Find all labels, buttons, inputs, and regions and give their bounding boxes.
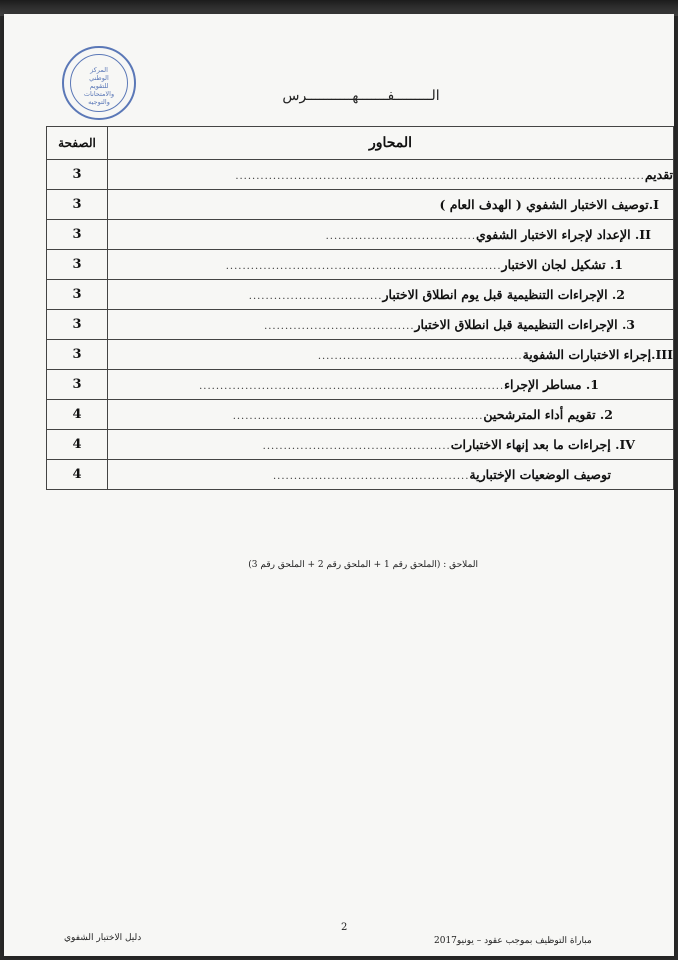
- row-leader-dots: ....................................: [325, 231, 477, 242]
- row-page-number: 3: [47, 190, 108, 220]
- row-axis-cell: [107, 310, 673, 340]
- row-axis-cell: [107, 460, 673, 490]
- row-label: I.توصيف الاختبار الشفوي ( الهدف العام ): [439, 197, 659, 212]
- row-page-number: 3: [47, 220, 108, 250]
- row-leader-dots: .............................................: [262, 441, 451, 452]
- row-axis-cell: [107, 340, 673, 370]
- row-label: توصيف الوضعيات الإختبارية: [469, 467, 611, 482]
- row-page-number: 3: [47, 250, 108, 280]
- table-row: [47, 190, 674, 220]
- row-page-number: 4: [47, 400, 108, 430]
- page-number: 2: [341, 922, 348, 933]
- footer-contest-title: مباراة التوظيف بموجب عقود – يونيو2017: [434, 936, 592, 946]
- annexes-note: الملاحق : (الملحق رقم 1 + الملحق رقم 2 + الملحق رقم 3): [248, 560, 478, 570]
- row-label: 2. تقويم أداء المترشحين: [483, 407, 613, 422]
- row-label: تقديم: [644, 167, 673, 182]
- row-label: 2. الإجراءات التنظيمية قبل يوم انطلاق الاختبار: [382, 287, 625, 302]
- document-page: [4, 14, 674, 956]
- row-axis-cell: [107, 400, 673, 430]
- table-row: [47, 280, 674, 310]
- row-axis-cell: [107, 250, 673, 280]
- row-leader-dots: ..................................................................: [225, 261, 502, 272]
- row-leader-dots: .................................................: [317, 351, 523, 362]
- row-page-number: 3: [47, 310, 108, 340]
- row-label: 1. تشكيل لجان الاختبار: [501, 257, 623, 272]
- row-page-number: 4: [47, 460, 108, 490]
- row-leader-dots: ..................................................................................................: [235, 171, 645, 182]
- row-axis-cell: [107, 160, 673, 190]
- stamp-text: المركز الوطني للتقويم والامتحانات والتوجيه: [83, 66, 115, 106]
- row-leader-dots: ............................................................: [232, 411, 484, 422]
- header-page: الصفحة: [47, 127, 108, 160]
- table-row: [47, 310, 674, 340]
- row-axis-cell: [107, 190, 673, 220]
- table-of-contents: [46, 126, 674, 490]
- footer-guide-title: دليل الاختبار الشفوي: [64, 933, 142, 943]
- row-axis-cell: [107, 430, 673, 460]
- row-axis-cell: [107, 280, 673, 310]
- official-stamp: [62, 46, 136, 120]
- row-page-number: 3: [47, 280, 108, 310]
- table-header-row: [47, 127, 674, 160]
- row-leader-dots: ...............................................: [272, 471, 470, 482]
- row-page-number: 3: [47, 160, 108, 190]
- table-row: [47, 370, 674, 400]
- row-leader-dots: ....................................: [264, 321, 415, 332]
- table-row: [47, 460, 674, 490]
- table-row: [47, 340, 674, 370]
- row-page-number: 4: [47, 430, 108, 460]
- row-leader-dots: ................................: [248, 291, 383, 302]
- row-leader-dots: .........................................................................: [199, 381, 505, 392]
- table-row: [47, 160, 674, 190]
- row-page-number: 3: [47, 370, 108, 400]
- header-axis: المحاور: [107, 127, 673, 160]
- row-axis-cell: [107, 370, 673, 400]
- page-title: الـــــــــفـــــــهـــــــــــرس: [282, 88, 440, 104]
- table-row: [47, 430, 674, 460]
- table-row: [47, 400, 674, 430]
- row-label: IV. إجراءات ما بعد إنهاء الاختبارات: [450, 437, 635, 452]
- row-label: 1. مساطر الإجراء: [504, 377, 599, 392]
- row-label: 3. الإجراءات التنظيمية قبل انطلاق الاختبار: [414, 317, 635, 332]
- row-label: II. الإعداد لإجراء الاختبار الشفوي: [476, 227, 651, 242]
- table-row: [47, 250, 674, 280]
- row-label: III.إجراء الاختبارات الشفوية: [522, 347, 673, 362]
- row-axis-cell: [107, 220, 673, 250]
- row-page-number: 3: [47, 340, 108, 370]
- table-row: [47, 220, 674, 250]
